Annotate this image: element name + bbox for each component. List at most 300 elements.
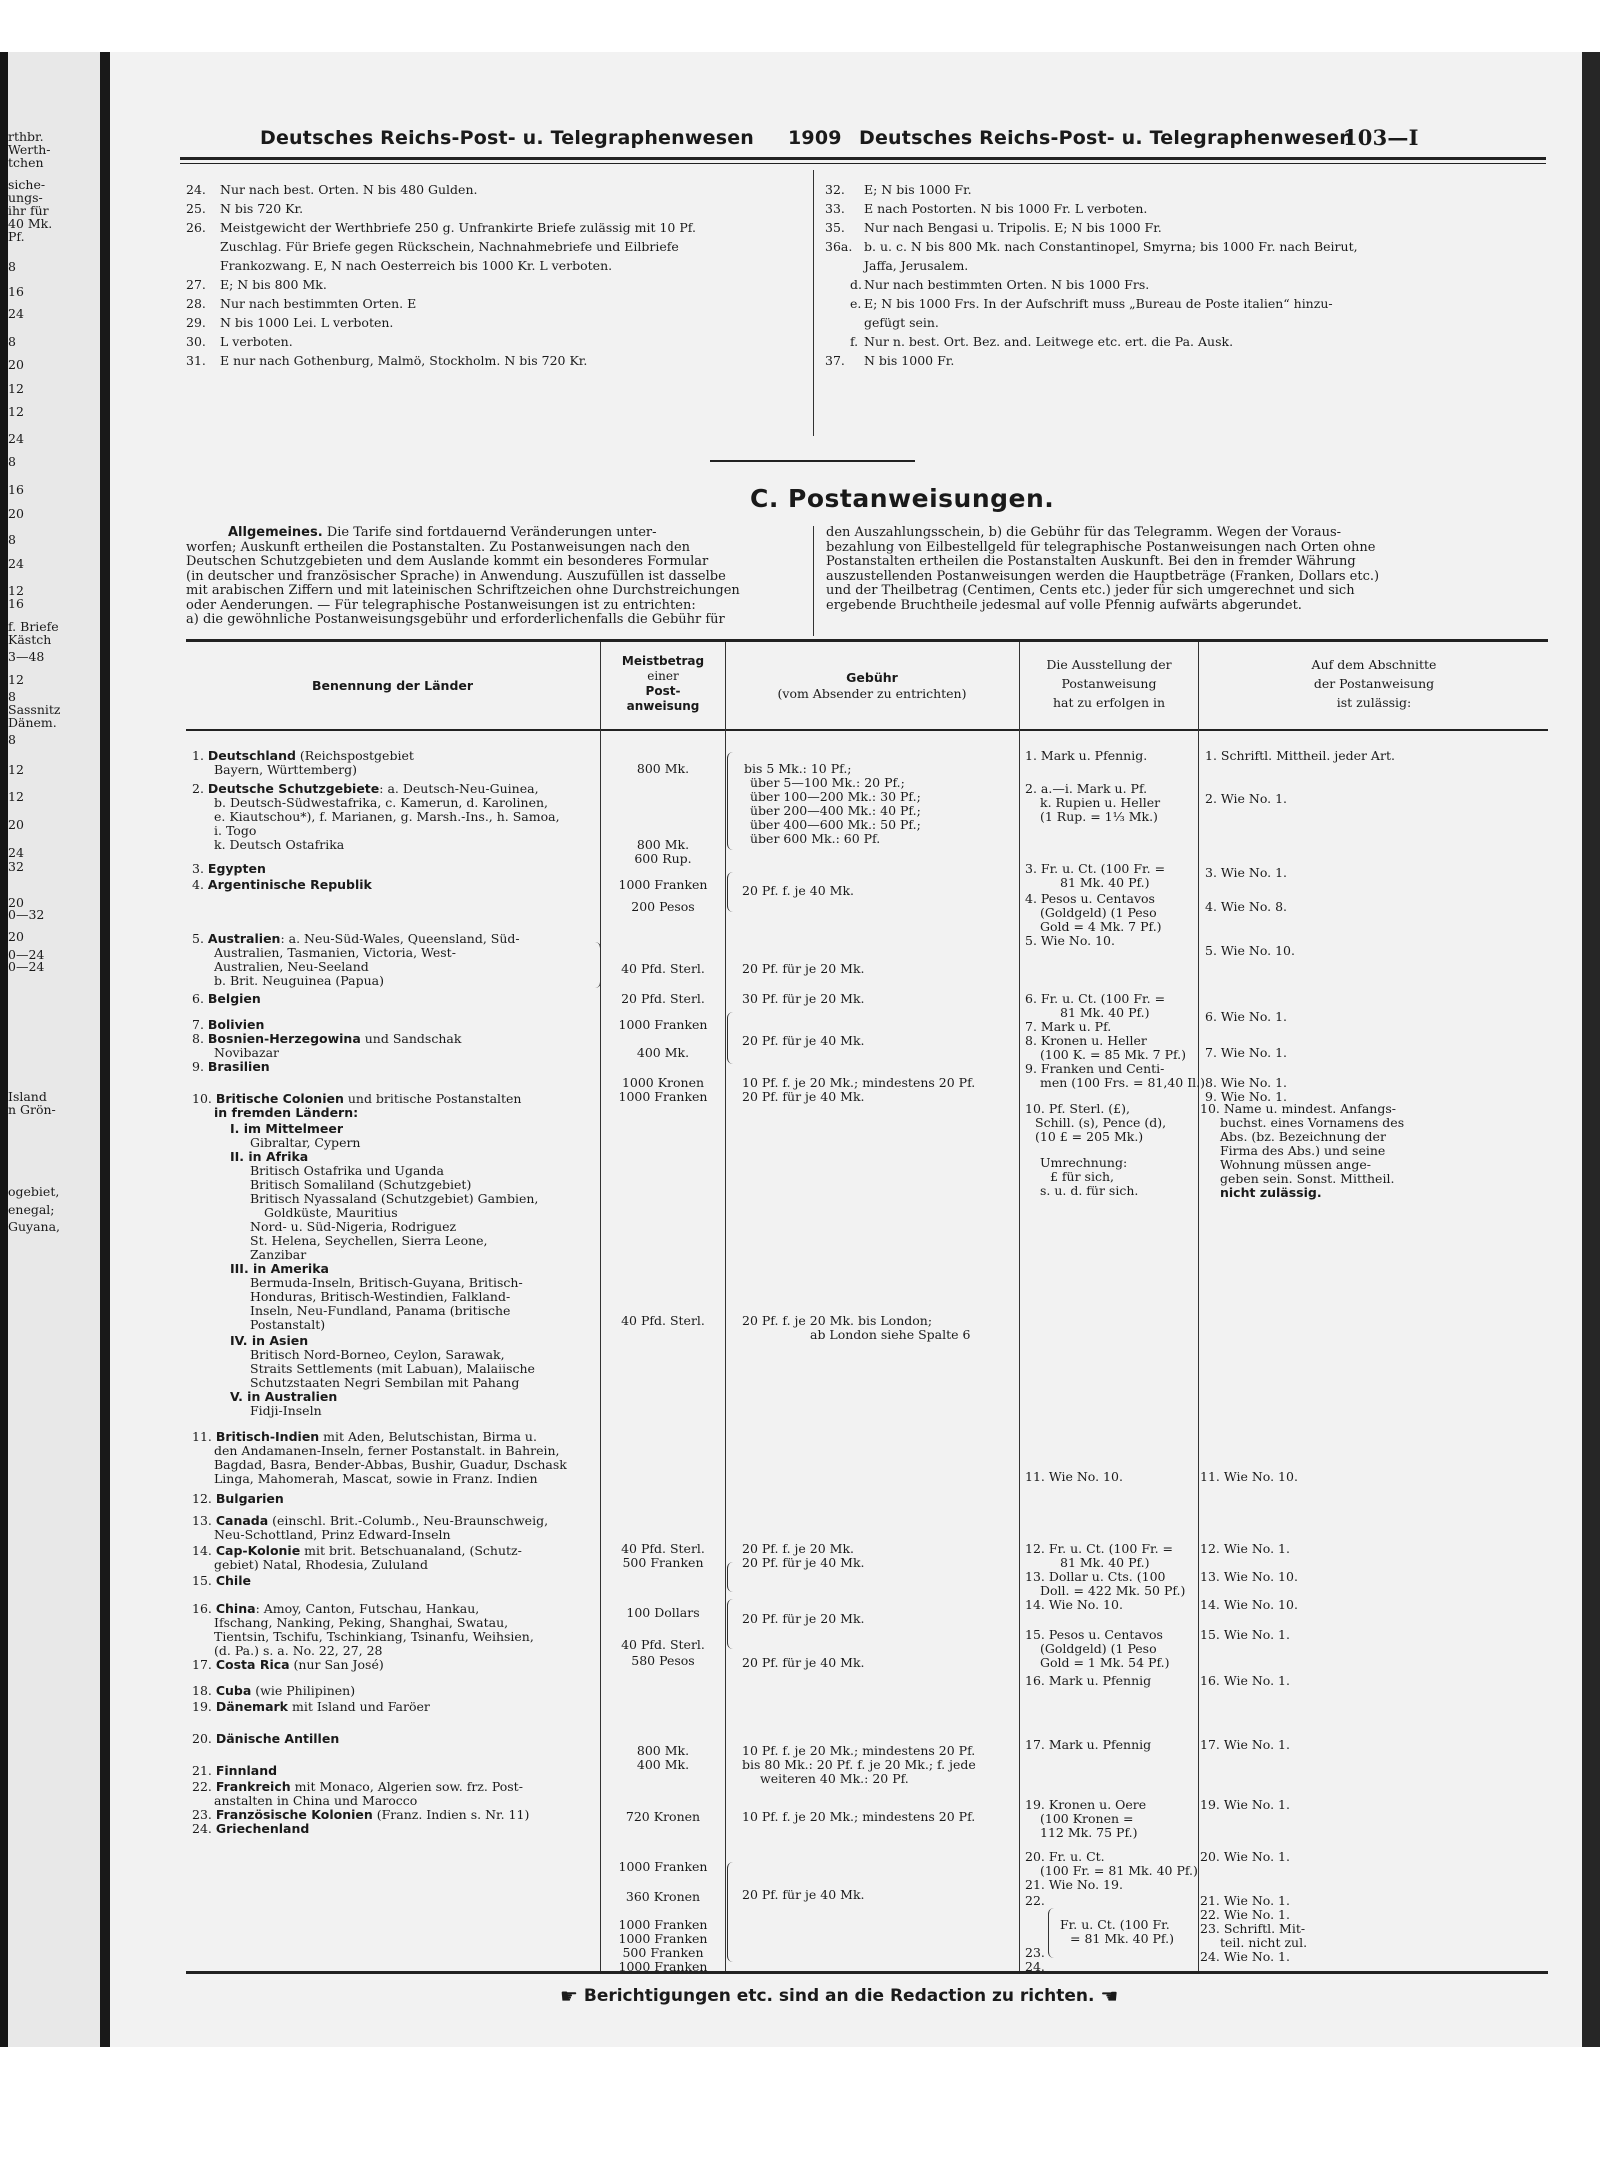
fee-cell: ab London siehe Spalte 6 bbox=[810, 1327, 971, 1342]
left-page-edge bbox=[8, 52, 100, 2047]
coupon-cell: 10. Name u. mindest. Anfangs- bbox=[1200, 1101, 1396, 1116]
header-line: der Postanweisung bbox=[1313, 676, 1435, 691]
country-line: b. Deutsch-Südwestafrika, c. Kamerun, d. Karolinen, bbox=[214, 795, 549, 810]
country-line-part: 8. bbox=[192, 1031, 208, 1046]
country-line-part: 7. bbox=[192, 1017, 208, 1032]
country-line-part: 2. bbox=[192, 781, 208, 796]
country-line-part: Deutschland bbox=[207, 748, 296, 763]
intro-line: worfen; Auskunft ertheilen die Postanstalten. Zu Postanweisungen nach den bbox=[186, 539, 691, 555]
country-line-part: : a. Neu-Süd-Wales, Queensland, Süd- bbox=[280, 931, 520, 946]
coupon-cell: 13. Wie No. 10. bbox=[1200, 1569, 1298, 1584]
country-line bbox=[192, 1658, 384, 1673]
issue-cell: 112 Mk. 75 Pf.) bbox=[1040, 1825, 1138, 1840]
country-line: Gibraltar, Cypern bbox=[250, 1135, 361, 1150]
intro-line: auszustellenden Postanweisungen werden die Hauptbeträge (Franken, Dollars etc.) bbox=[826, 568, 1380, 584]
fee-cell: bis 80 Mk.: 20 Pf. f. je 20 Mk.; f. jede bbox=[742, 1757, 976, 1772]
footnote-text: Nur nach best. Orten. N bis 480 Gulden. bbox=[220, 182, 478, 197]
country-line-part: 23. bbox=[192, 1807, 216, 1822]
country-line-part: Bolivien bbox=[207, 1017, 265, 1032]
issue-cell: (100 Fr. = 81 Mk. 40 Pf.) bbox=[1040, 1863, 1198, 1878]
max-amount-cell: 400 Mk. bbox=[636, 1757, 690, 1772]
issue-cell: 17. Mark u. Pfennig bbox=[1025, 1737, 1152, 1752]
fee-cell: 10 Pf. f. je 20 Mk.; mindestens 20 Pf. bbox=[742, 1075, 976, 1090]
coupon-cell: 9. Wie No. 1. bbox=[1205, 1089, 1288, 1104]
coupon-cell: 3. Wie No. 1. bbox=[1205, 865, 1288, 880]
max-amount-cell: 800 Mk. bbox=[636, 837, 690, 852]
country-line: Neu-Schottland, Prinz Edward-Inseln bbox=[214, 1527, 451, 1542]
country-line-part: Dänemark bbox=[215, 1699, 288, 1714]
coupon-cell: nicht zulässig. bbox=[1220, 1185, 1322, 1200]
col-divider bbox=[600, 642, 601, 1972]
footnote-text: Zuschlag. Für Briefe gegen Rückschein, Nachnahmebriefe und Eilbriefe bbox=[220, 239, 679, 254]
country-line-part: (einschl. Brit.-Columb., Neu-Braunschweig, bbox=[268, 1513, 549, 1528]
margin-fragment: 24 bbox=[8, 306, 24, 321]
table-top-rule bbox=[186, 639, 1548, 642]
coupon-cell: 12. Wie No. 1. bbox=[1200, 1541, 1290, 1556]
country-line: Straits Settlements (mit Labuan), Malaiische bbox=[250, 1361, 535, 1376]
max-amount-cell: 1000 Franken bbox=[618, 1089, 708, 1104]
brace bbox=[727, 1599, 734, 1649]
issue-cell: 6. Fr. u. Ct. (100 Fr. = bbox=[1025, 991, 1166, 1006]
country-line: e. Kiautschou*), f. Marianen, g. Marsh.-Ins., h. Samoa, bbox=[214, 809, 560, 824]
country-line-part: und Sandschak bbox=[360, 1031, 462, 1046]
country-line: Honduras, Britisch-Westindien, Falkland- bbox=[250, 1289, 511, 1304]
intro-right bbox=[826, 526, 1550, 613]
document-page bbox=[110, 52, 1582, 2047]
country-line-part: 15. bbox=[192, 1573, 216, 1588]
coupon-cell: Abs. (bz. Bezeichnung der bbox=[1220, 1129, 1386, 1144]
margin-fragment: 8 bbox=[8, 689, 16, 704]
footnote-text: E; N bis 1000 Fr. bbox=[864, 182, 972, 197]
scan-bottom-margin bbox=[0, 2047, 1600, 2177]
margin-fragment: Pf. bbox=[8, 229, 25, 244]
country-line: Bagdad, Basra, Bender-Abbas, Bushir, Guadur, Dschask bbox=[214, 1457, 567, 1472]
margin-fragment: ungs- bbox=[8, 190, 43, 205]
margin-fragment: ihr für bbox=[8, 203, 49, 218]
footnote-text: gefügt sein. bbox=[864, 315, 939, 330]
coupon-cell: 20. Wie No. 1. bbox=[1200, 1849, 1290, 1864]
country-line: Ifschang, Nanking, Peking, Shanghai, Swatau, bbox=[214, 1615, 509, 1630]
country-line: k. Deutsch Ostafrika bbox=[214, 837, 345, 852]
brace bbox=[594, 942, 601, 988]
intro-line: Die Tarife sind fortdauernd Veränderungen unter- bbox=[326, 525, 657, 540]
issue-cell: 15. Pesos u. Centavos bbox=[1025, 1627, 1163, 1642]
fee-cell: über 5—100 Mk.: 20 Pf.; bbox=[750, 775, 905, 790]
intro-line: Postanstalten ertheilen die Postanstalten Auskunft. Bei den in fremder Währung bbox=[826, 554, 1356, 569]
footnote-number: e. bbox=[850, 296, 862, 311]
brace bbox=[727, 1562, 734, 1592]
year: 1909 bbox=[788, 127, 842, 149]
brace bbox=[727, 872, 734, 912]
margin-fragment: 24 bbox=[8, 556, 24, 571]
fee-cell: über 200—400 Mk.: 40 Pf.; bbox=[750, 803, 921, 818]
brace bbox=[727, 1012, 734, 1064]
coupon-cell: 4. Wie No. 8. bbox=[1205, 899, 1288, 914]
max-amount-cell: 500 Franken bbox=[622, 1555, 704, 1570]
intro-lead: Allgemeines. bbox=[228, 525, 323, 540]
coupon-cell: 14. Wie No. 10. bbox=[1200, 1597, 1298, 1612]
col-divider bbox=[1019, 642, 1020, 1972]
country-line-part: Finnland bbox=[215, 1763, 278, 1778]
intro-line: bezahlung von Eilbestellgeld für telegraphische Postanweisungen nach Orten ohne bbox=[826, 539, 1376, 555]
footnote-number: d. bbox=[850, 277, 862, 292]
country-line: Britisch Ostafrika und Uganda bbox=[250, 1163, 444, 1178]
coupon-cell: 15. Wie No. 1. bbox=[1200, 1627, 1290, 1642]
issue-cell: (100 K. = 85 Mk. 7 Pf.) bbox=[1040, 1047, 1187, 1062]
footnote-text: N bis 1000 Lei. L verboten. bbox=[220, 315, 394, 330]
country-line-part: (wie Philipinen) bbox=[251, 1683, 356, 1698]
header-line: Auf dem Abschnitte bbox=[1311, 657, 1437, 672]
margin-fragment: 20 bbox=[8, 817, 24, 832]
fee-cell: bis 5 Mk.: 10 Pf.; bbox=[744, 761, 852, 776]
margin-fragment: 12 bbox=[8, 583, 24, 598]
section-title: C. Postanweisungen. bbox=[750, 484, 1055, 513]
country-line bbox=[192, 992, 261, 1007]
brace bbox=[727, 1862, 734, 1962]
header-line: anweisung bbox=[626, 699, 700, 713]
country-line-part: Französische Kolonien bbox=[215, 1807, 373, 1822]
coupon-cell: Wohnung müssen ange- bbox=[1220, 1157, 1371, 1172]
footnote-number: 37. bbox=[825, 353, 845, 368]
fee-cell: über 100—200 Mk.: 30 Pf.; bbox=[750, 789, 921, 804]
coupon-cell: buchst. eines Vornamens des bbox=[1220, 1115, 1405, 1130]
max-amount-cell: 800 Mk. bbox=[636, 761, 690, 776]
scan-right-edge bbox=[1582, 52, 1600, 2047]
intro-line: oder Aenderungen. — Für telegraphische Postanweisungen ist zu entrichten: bbox=[186, 597, 696, 613]
coupon-cell: 19. Wie No. 1. bbox=[1200, 1797, 1290, 1812]
max-amount-cell: 400 Mk. bbox=[636, 1045, 690, 1060]
max-amount-cell: 600 Rup. bbox=[634, 851, 692, 866]
footnote-text: E nur nach Gothenburg, Malmö, Stockholm. N bis 720 Kr. bbox=[220, 353, 588, 368]
country-line-part: Egypten bbox=[207, 861, 266, 876]
intro-line: mit arabischen Ziffern und mit lateinischen Schriftzeichen ohne Durchstreichungen bbox=[186, 583, 740, 598]
fee-cell: 20 Pf. f. je 20 Mk. bbox=[742, 1541, 855, 1556]
footnote-number: f. bbox=[850, 334, 859, 349]
footnote-divider bbox=[813, 170, 814, 436]
country-line-part: und britische Postanstalten bbox=[343, 1091, 522, 1106]
footnote-number: 32. bbox=[825, 182, 845, 197]
max-amount-cell: 500 Franken bbox=[622, 1945, 704, 1960]
header-issue bbox=[1021, 655, 1197, 712]
country-line-part: Argentinische Republik bbox=[207, 877, 372, 892]
margin-fragment: enegal; bbox=[8, 1202, 55, 1217]
intro-line: Deutschen Schutzgebieten und dem Auslande kommt ein besonderes Formular bbox=[186, 554, 709, 569]
country-line: gebiet) Natal, Rhodesia, Zululand bbox=[214, 1557, 428, 1572]
issue-cell: men (100 Frs. = 81,40 Il.) bbox=[1040, 1075, 1205, 1090]
country-line-part: 21. bbox=[192, 1763, 216, 1778]
header-max-amount bbox=[602, 654, 724, 714]
country-line-part: 20. bbox=[192, 1731, 216, 1746]
margin-fragment: 40 Mk. bbox=[8, 216, 53, 231]
header-coupon bbox=[1200, 655, 1548, 712]
max-amount-cell: 1000 Franken bbox=[618, 877, 708, 892]
coupon-cell: 8. Wie No. 1. bbox=[1205, 1075, 1288, 1090]
issue-cell: 22. bbox=[1025, 1893, 1045, 1908]
margin-fragment: 0—32 bbox=[8, 907, 45, 922]
margin-fragment: Dänem. bbox=[8, 715, 57, 730]
issue-cell: 11. Wie No. 10. bbox=[1025, 1469, 1123, 1484]
country-line: Zanzibar bbox=[250, 1247, 307, 1262]
footer-note bbox=[560, 1984, 1118, 2008]
issue-cell: 7. Mark u. Pf. bbox=[1025, 1019, 1112, 1034]
footnote-number: 28. bbox=[186, 296, 206, 311]
country-line: Goldküste, Mauritius bbox=[264, 1205, 398, 1220]
footer-text: Berichtigungen etc. sind an die Redaction zu richten. bbox=[583, 1986, 1095, 2006]
country-line-part: (Reichspostgebiet bbox=[295, 748, 414, 763]
country-line bbox=[192, 1684, 355, 1699]
issue-cell: Umrechnung: bbox=[1040, 1155, 1128, 1170]
issue-cell: (Goldgeld) (1 Peso bbox=[1040, 1641, 1157, 1656]
header-line: hat zu erfolgen in bbox=[1052, 695, 1166, 710]
margin-fragment: 8 bbox=[8, 334, 16, 349]
issue-cell: 4. Pesos u. Centavos bbox=[1025, 891, 1155, 906]
intro-line: und der Theilbetrag (Centimen, Cents etc.) jeder für sich umgerechnet und sich bbox=[826, 583, 1355, 598]
header-line: einer bbox=[647, 669, 679, 683]
fee-cell: 30 Pf. für je 20 Mk. bbox=[742, 991, 865, 1006]
country-line: i. Togo bbox=[214, 823, 257, 838]
issue-cell: 2. a.—i. Mark u. Pf. bbox=[1025, 781, 1148, 796]
country-line-part: (Franz. Indien s. Nr. 11) bbox=[372, 1807, 530, 1822]
country-line-part: 12. bbox=[192, 1491, 216, 1506]
intro-left bbox=[186, 526, 802, 628]
margin-fragment: 24 bbox=[8, 845, 24, 860]
country-line-part: China bbox=[215, 1601, 256, 1616]
country-line-part: 16. bbox=[192, 1601, 216, 1616]
footnote-number: 27. bbox=[186, 277, 206, 292]
margin-fragment: 12 bbox=[8, 381, 24, 396]
issue-cell: (Goldgeld) (1 Peso bbox=[1040, 905, 1157, 920]
margin-fragment: Werth- bbox=[8, 142, 51, 157]
max-amount-cell: 1000 Franken bbox=[618, 1859, 708, 1874]
country-line: (d. Pa.) s. a. No. 22, 27, 28 bbox=[214, 1643, 383, 1658]
country-line: den Andamanen-Inseln, ferner Postanstalt. in Bahrein, bbox=[214, 1443, 560, 1458]
issue-cell: 24. bbox=[1025, 1959, 1045, 1974]
country-line bbox=[192, 1700, 430, 1715]
footnote-text: E nach Postorten. N bis 1000 Fr. L verboten. bbox=[864, 201, 1148, 216]
country-line: Britisch Nyassaland (Schutzgebiet) Gambien, bbox=[250, 1191, 539, 1206]
issue-cell: 10. Pf. Sterl. (£), bbox=[1025, 1101, 1130, 1116]
max-amount-cell: 200 Pesos bbox=[631, 899, 695, 914]
country-line-part: : a. Deutsch-Neu-Guinea, bbox=[379, 781, 539, 796]
country-line-part: Bulgarien bbox=[215, 1491, 284, 1506]
country-line bbox=[192, 862, 266, 877]
footnote-number: 36a. bbox=[825, 239, 853, 254]
pointing-hand-right-icon: ☛ bbox=[560, 1984, 578, 2008]
issue-cell: 81 Mk. 40 Pf.) bbox=[1060, 1005, 1150, 1020]
pointing-hand-left-icon: ☚ bbox=[1100, 1984, 1119, 2008]
country-line: Nord- u. Süd-Nigeria, Rodriguez bbox=[250, 1219, 457, 1234]
margin-fragment: 3—48 bbox=[8, 649, 45, 664]
country-line-part: mit Aden, Belutschistan, Birma u. bbox=[319, 1429, 537, 1444]
margin-fragment: siche- bbox=[8, 177, 46, 192]
col-divider bbox=[725, 642, 726, 1972]
issue-cell: 81 Mk. 40 Pf.) bbox=[1060, 875, 1150, 890]
margin-fragment: 12 bbox=[8, 404, 24, 419]
issue-cell: = 81 Mk. 40 Pf.) bbox=[1070, 1931, 1174, 1946]
country-line: Postanstalt) bbox=[250, 1317, 326, 1332]
country-line-part: Bosnien-Herzegowina bbox=[207, 1031, 361, 1046]
fee-cell: 20 Pf. f. je 20 Mk. bis London; bbox=[742, 1313, 933, 1328]
country-line-part: Australien bbox=[207, 931, 281, 946]
book-gutter bbox=[100, 52, 110, 2047]
margin-fragment: 0—24 bbox=[8, 947, 45, 962]
country-line-part: Cap-Kolonie bbox=[215, 1543, 301, 1558]
footnote-text: Nur nach Bengasi u. Tripolis. E; N bis 1000 Fr. bbox=[864, 220, 1162, 235]
margin-fragment: 32 bbox=[8, 859, 24, 874]
footnote-text: N bis 720 Kr. bbox=[220, 201, 304, 216]
margin-fragment: n Grön- bbox=[8, 1102, 56, 1117]
footnote-text: E; N bis 800 Mk. bbox=[220, 277, 327, 292]
footnote-number: 35. bbox=[825, 220, 845, 235]
country-line-part: Chile bbox=[215, 1573, 251, 1588]
country-line: Australien, Tasmanien, Victoria, West- bbox=[214, 945, 456, 960]
country-line: V. in Australien bbox=[230, 1389, 338, 1404]
country-line-part: 9. bbox=[192, 1059, 208, 1074]
coupon-cell: 2. Wie No. 1. bbox=[1205, 791, 1288, 806]
margin-fragment: 16 bbox=[8, 596, 24, 611]
fee-cell: 10 Pf. f. je 20 Mk.; mindestens 20 Pf. bbox=[742, 1809, 976, 1824]
max-amount-cell: 1000 Franken bbox=[618, 1959, 708, 1974]
col-divider bbox=[1198, 642, 1199, 1972]
intro-line: den Auszahlungsschein, b) die Gebühr für das Telegramm. Wegen der Voraus- bbox=[826, 525, 1342, 540]
margin-fragment: 20 bbox=[8, 357, 24, 372]
country-line: Bermuda-Inseln, Britisch-Guyana, Britisch- bbox=[250, 1275, 523, 1290]
country-line-part: 22. bbox=[192, 1779, 216, 1794]
margin-fragment: tchen bbox=[8, 155, 44, 170]
country-line-part: 13. bbox=[192, 1513, 216, 1528]
country-line-part: 5. bbox=[192, 931, 208, 946]
country-line-part: 24. bbox=[192, 1821, 216, 1836]
issue-cell: Schill. (s), Pence (d), bbox=[1035, 1115, 1167, 1130]
issue-cell: 9. Franken und Centi- bbox=[1025, 1061, 1165, 1076]
margin-fragment: 8 bbox=[8, 732, 16, 747]
issue-cell: 19. Kronen u. Oere bbox=[1025, 1797, 1147, 1812]
footnote-number: 30. bbox=[186, 334, 206, 349]
country-line: b. Brit. Neuguinea (Papua) bbox=[214, 973, 384, 988]
country-line-part: Costa Rica bbox=[215, 1657, 290, 1672]
issue-cell: 20. Fr. u. Ct. bbox=[1025, 1849, 1105, 1864]
margin-fragment: Island bbox=[8, 1089, 47, 1104]
issue-cell: (10 £ = 205 Mk.) bbox=[1035, 1129, 1144, 1144]
coupon-cell: 7. Wie No. 1. bbox=[1205, 1045, 1288, 1060]
footnote-text: Meistgewicht der Werthbriefe 250 g. Unfrankirte Briefe zulässig mit 10 Pf. bbox=[220, 220, 696, 235]
margin-fragment: 12 bbox=[8, 789, 24, 804]
country-line-part: 18. bbox=[192, 1683, 216, 1698]
footnote-text: Frankozwang. E, N nach Oesterreich bis 1000 Kr. L verboten. bbox=[220, 258, 613, 273]
max-amount-cell: 40 Pfd. Sterl. bbox=[621, 1541, 705, 1556]
issue-cell: (100 Kronen = bbox=[1040, 1811, 1134, 1826]
page-number: 103—I bbox=[1343, 125, 1419, 150]
coupon-cell: 1. Schriftl. Mittheil. jeder Art. bbox=[1205, 748, 1395, 763]
footnote-number: 33. bbox=[825, 201, 845, 216]
footnote-text: b. u. c. N bis 800 Mk. nach Constantinopel, Smyrna; bis 1000 Fr. nach Beirut, bbox=[864, 239, 1358, 254]
fee-cell: 20 Pf. für je 40 Mk. bbox=[742, 1033, 865, 1048]
margin-fragment: 20 bbox=[8, 506, 24, 521]
country-line: Bayern, Württemberg) bbox=[214, 762, 357, 777]
issue-cell: £ für sich, bbox=[1050, 1169, 1114, 1184]
margin-fragment: ogebiet, bbox=[8, 1184, 60, 1199]
fee-cell: über 400—600 Mk.: 50 Pf.; bbox=[750, 817, 921, 832]
margin-fragment: rthbr. bbox=[8, 129, 44, 144]
header-line: (vom Absender zu entrichten) bbox=[777, 686, 967, 701]
header-rule bbox=[180, 157, 1546, 160]
coupon-cell: 23. Schriftl. Mit- bbox=[1200, 1921, 1306, 1936]
fee-cell: 20 Pf. für je 40 Mk. bbox=[742, 1555, 865, 1570]
header-line: Post- bbox=[645, 684, 681, 698]
footnote-text: Nur nach bestimmten Orten. E bbox=[220, 296, 417, 311]
max-amount-cell: 1000 Franken bbox=[618, 1917, 708, 1932]
country-line bbox=[192, 1764, 277, 1779]
country-line bbox=[192, 1732, 339, 1747]
max-amount-cell: 100 Dollars bbox=[626, 1605, 700, 1620]
footnote-number: 26. bbox=[186, 220, 206, 235]
country-line-part: Canada bbox=[215, 1513, 269, 1528]
issue-cell: Gold = 1 Mk. 54 Pf.) bbox=[1040, 1655, 1170, 1670]
issue-cell: (1 Rup. = 1⅓ Mk.) bbox=[1040, 809, 1158, 824]
fee-cell: 20 Pf. für je 20 Mk. bbox=[742, 961, 865, 976]
running-title-left: Deutsches Reichs-Post- u. Telegraphenwesen bbox=[260, 127, 755, 149]
header-line: Gebühr bbox=[846, 670, 898, 685]
scan-border bbox=[0, 52, 8, 2047]
max-amount-cell: 720 Kronen bbox=[625, 1809, 701, 1824]
country-line bbox=[192, 1060, 270, 1075]
issue-cell: Fr. u. Ct. (100 Fr. bbox=[1060, 1917, 1170, 1932]
country-line-part: 11. bbox=[192, 1429, 216, 1444]
scan-top-margin bbox=[0, 0, 1600, 52]
issue-cell: s. u. d. für sich. bbox=[1040, 1183, 1139, 1198]
country-line: St. Helena, Seychellen, Sierra Leone, bbox=[250, 1233, 488, 1248]
max-amount-cell: 40 Pfd. Sterl. bbox=[621, 1313, 705, 1328]
country-line-part: mit brit. Betschuanaland, (Schutz- bbox=[300, 1543, 522, 1558]
margin-fragment: 20 bbox=[8, 929, 24, 944]
fee-cell: über 600 Mk.: 60 Pf. bbox=[750, 831, 881, 846]
max-amount-cell: 580 Pesos bbox=[631, 1653, 695, 1668]
table-header-rule bbox=[186, 729, 1548, 731]
country-line bbox=[192, 1492, 284, 1507]
issue-cell: 21. Wie No. 19. bbox=[1025, 1877, 1123, 1892]
coupon-cell: 17. Wie No. 1. bbox=[1200, 1737, 1290, 1752]
fee-cell: 20 Pf. für je 40 Mk. bbox=[742, 1089, 865, 1104]
footnote-text: Jaffa, Jerusalem. bbox=[864, 258, 969, 273]
country-line-part: Belgien bbox=[207, 991, 261, 1006]
footnote-text: Nur nach bestimmten Orten. N bis 1000 Frs. bbox=[864, 277, 1150, 292]
country-line-part: (nur San José) bbox=[289, 1657, 384, 1672]
issue-cell: 16. Mark u. Pfennig bbox=[1025, 1673, 1152, 1688]
header-rule-thin bbox=[180, 163, 1546, 164]
max-amount-cell: 40 Pfd. Sterl. bbox=[621, 961, 705, 976]
country-line: in fremden Ländern: bbox=[214, 1105, 359, 1120]
running-title-right: Deutsches Reichs-Post- u. Telegraphenwesen bbox=[859, 127, 1354, 149]
fee-cell: weiteren 40 Mk.: 20 Pf. bbox=[760, 1771, 909, 1786]
margin-fragment: 24 bbox=[8, 431, 24, 446]
issue-cell: 12. Fr. u. Ct. (100 Fr. = bbox=[1025, 1541, 1174, 1556]
issue-cell: Doll. = 422 Mk. 50 Pf.) bbox=[1040, 1583, 1186, 1598]
margin-fragment: Sassnitz bbox=[8, 702, 61, 717]
coupon-cell: Firma des Abs.) und seine bbox=[1220, 1143, 1386, 1158]
max-amount-cell: 40 Pfd. Sterl. bbox=[621, 1637, 705, 1652]
country-line: II. in Afrika bbox=[230, 1149, 309, 1164]
country-line-part: 10. bbox=[192, 1091, 216, 1106]
issue-cell: 23. bbox=[1025, 1945, 1045, 1960]
coupon-cell: geben sein. Sonst. Mittheil. bbox=[1220, 1171, 1395, 1186]
margin-fragment: Guyana, bbox=[8, 1219, 61, 1234]
country-line: Inseln, Neu-Fundland, Panama (britische bbox=[250, 1303, 511, 1318]
fee-cell: 20 Pf. f. je 40 Mk. bbox=[742, 883, 855, 898]
margin-fragment: 16 bbox=[8, 482, 24, 497]
footnote-text: L verboten. bbox=[220, 334, 293, 349]
country-line: Schutzstaaten Negri Sembilan mit Pahang bbox=[250, 1375, 520, 1390]
header-line: Postanweisung bbox=[1061, 676, 1157, 691]
